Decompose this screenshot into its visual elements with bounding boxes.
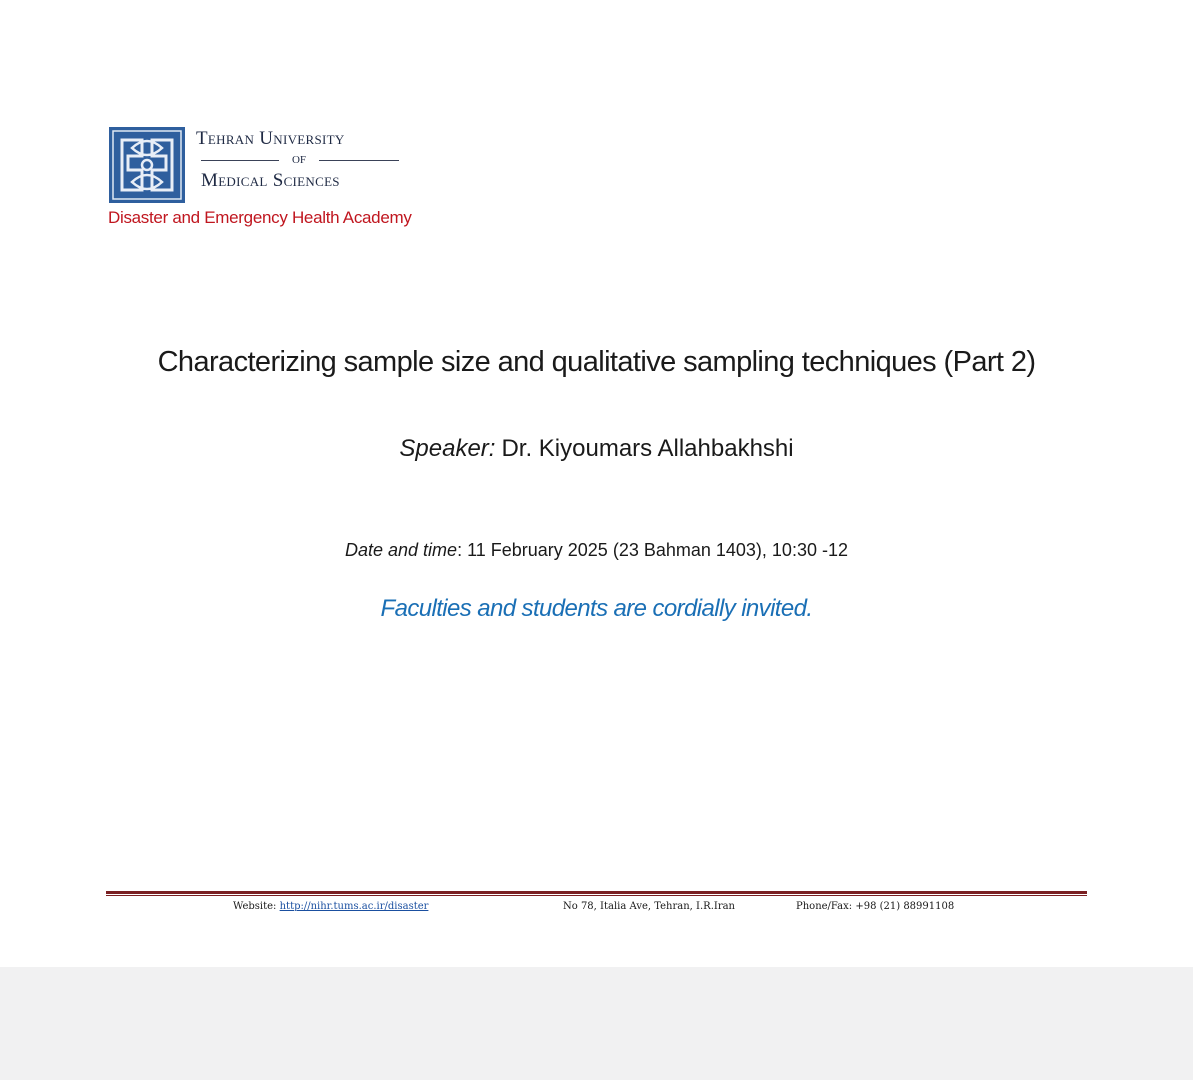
footer-divider-thick — [106, 891, 1087, 894]
speaker-name: Dr. Kiyoumars Allahbakhshi — [501, 435, 794, 462]
university-emblem-icon — [108, 126, 186, 204]
academy-name: Disaster and Emergency Health Academy — [108, 208, 412, 227]
university-name-line1: Tehran University — [196, 128, 345, 149]
university-of: of — [291, 151, 307, 167]
footer-phone: Phone/Fax: +98 (21) 88991108 — [796, 901, 955, 912]
footer-divider — [106, 891, 1087, 897]
of-right-rule — [319, 160, 399, 161]
seminar-title: Characterizing sample size and qualitative sampling techniques (Part 2) — [157, 346, 1036, 378]
datetime-line — [0, 540, 1193, 561]
university-name-line3: Medical Sciences — [201, 170, 340, 191]
speaker-line — [0, 435, 1193, 463]
datetime-value: : 11 February 2025 (23 Bahman 1403), 10:30 -12 — [457, 540, 848, 560]
footer-website — [233, 901, 428, 912]
of-left-rule — [201, 160, 279, 161]
website-link[interactable]: http://nihr.tums.ac.ir/disaster — [279, 901, 429, 912]
speaker-label: Speaker: — [399, 435, 496, 462]
datetime-label: Date and time — [345, 540, 458, 560]
footer-divider-thin — [106, 895, 1087, 896]
website-label: Website: — [233, 901, 280, 912]
university-wordmark — [196, 128, 408, 192]
university-of-row — [201, 150, 401, 170]
invitation-text: Faculties and students are cordially invited. — [380, 595, 813, 622]
footer-address: No 78, Italia Ave, Tehran, I.R.Iran — [563, 901, 736, 912]
university-logo — [108, 126, 408, 206]
